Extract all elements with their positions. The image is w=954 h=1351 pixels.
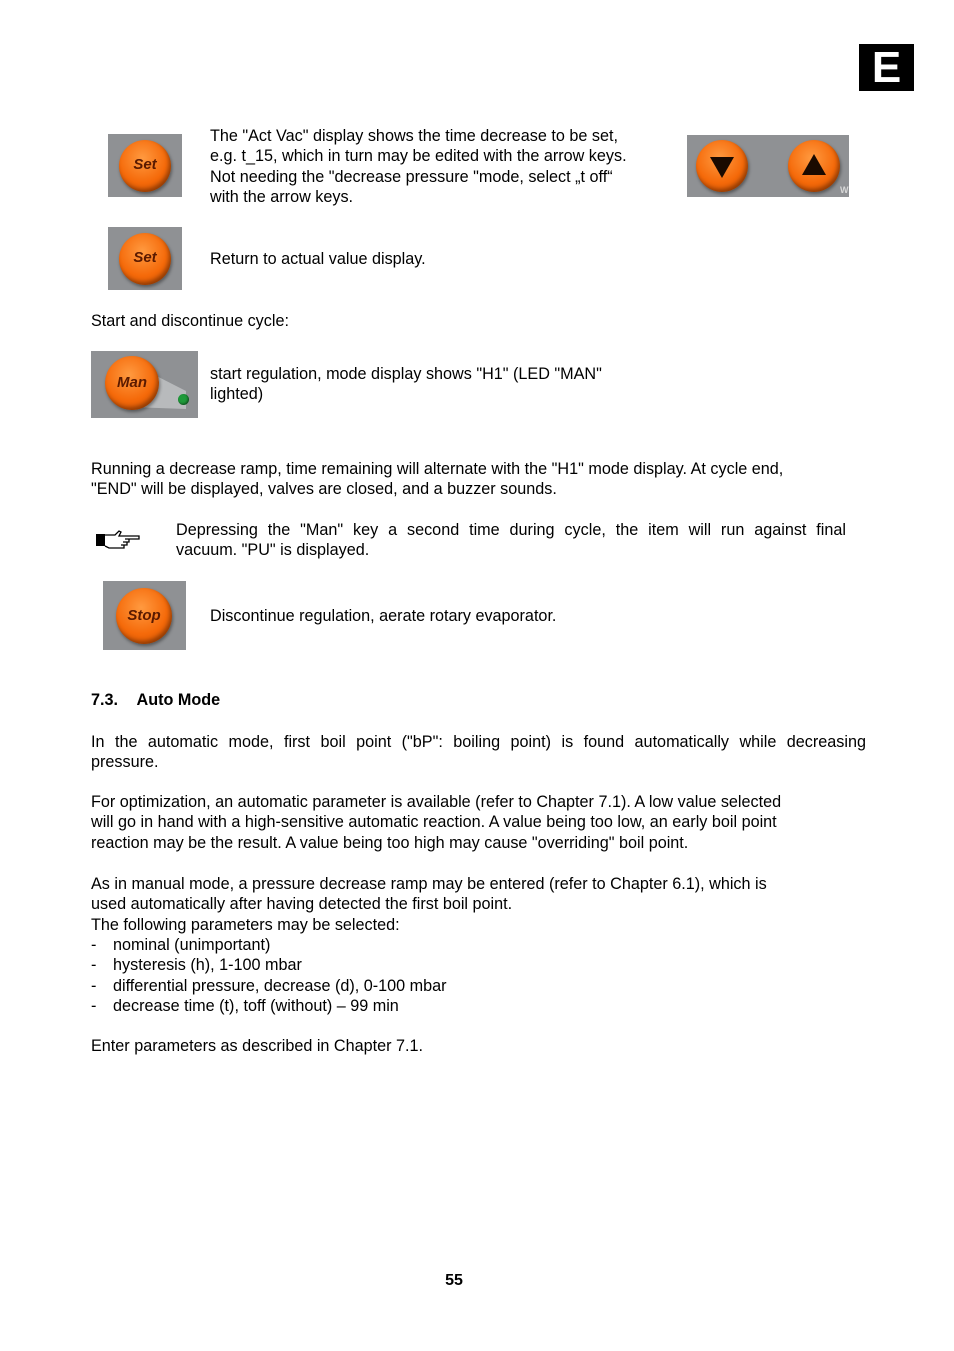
man-button-icon — [105, 356, 159, 410]
text-line: will go in hand with a high-sensitive automatic reaction. A value being too low, an early boil point — [91, 813, 777, 832]
arrow-down-button-icon — [696, 140, 748, 192]
man-key-image — [91, 351, 198, 418]
auto-mode-paragraph — [91, 732, 866, 773]
up-arrow-icon — [788, 140, 840, 192]
arrow-keys-image — [687, 135, 849, 197]
text-line: pressure. — [91, 753, 159, 772]
text-line: "END" will be displayed, valves are closed, and a buzzer sounds. — [91, 480, 557, 499]
list-marker: - — [91, 956, 97, 975]
list-item — [91, 935, 866, 955]
start-regulation-text — [210, 364, 680, 405]
stop-key-image — [103, 581, 186, 650]
text-line: lighted) — [210, 385, 264, 404]
text-line: Depressing the "Man" key a second time during cycle, the item will run against final — [176, 521, 846, 539]
list-item-text: nominal (unimportant) — [113, 936, 271, 954]
return-text: Return to actual value display. — [210, 250, 426, 268]
arrow-up-button-icon — [788, 140, 840, 192]
text-line: The following parameters may be selected: — [91, 915, 400, 934]
start-heading: Start and discontinue cycle: — [91, 312, 289, 330]
led-indicator-icon — [178, 394, 189, 405]
enter-parameters-text: Enter parameters as described in Chapter 7.1. — [91, 1037, 424, 1055]
running-paragraph — [91, 459, 866, 500]
language-marker: E — [859, 44, 914, 91]
text-line: used automatically after having detected the first boil point. — [91, 895, 513, 914]
stop-key-label: Stop — [127, 607, 161, 624]
act-vac-paragraph — [210, 126, 680, 207]
list-marker: - — [91, 976, 97, 995]
man-key-label: Man — [117, 374, 147, 391]
text-line: The "Act Vac" display shows the time decrease to be set, — [210, 127, 618, 145]
pointing-hand-icon — [95, 527, 141, 551]
text-line: with the arrow keys. — [210, 187, 354, 206]
set-button-icon — [119, 140, 171, 192]
parameter-list — [91, 935, 866, 1017]
list-marker: - — [91, 996, 97, 1015]
set-key-label: Set — [133, 249, 157, 266]
text-line: In the automatic mode, first boil point ("bP": boiling point) is found automatically while decreasing — [91, 733, 866, 751]
text-line: vacuum. "PU" is displayed. — [176, 541, 370, 560]
optimization-paragraph — [91, 792, 866, 853]
manual-ramp-paragraph — [91, 874, 866, 935]
text-line: start regulation, mode display shows "H1" (LED "MAN" — [210, 365, 602, 383]
set-key-image-2 — [108, 227, 182, 290]
section-title: Auto Mode — [136, 691, 221, 709]
page-number: 55 — [445, 1272, 463, 1289]
list-item-text: decrease time (t), toff (without) – 99 min — [113, 996, 399, 1015]
stop-text: Discontinue regulation, aerate rotary evaporator. — [210, 607, 557, 625]
set-button-icon — [119, 233, 171, 285]
text-line: reaction may be the result. A value being too high may cause "overriding" boil point. — [91, 833, 689, 852]
section-number: 7.3. — [91, 691, 119, 709]
list-item-text: hysteresis (h), 1-100 mbar — [113, 956, 302, 975]
set-key-image — [108, 134, 182, 197]
stop-button-icon — [116, 588, 172, 644]
text-line: For optimization, an automatic parameter is available (refer to Chapter 7.1). A low value selected — [91, 793, 782, 811]
text-line: Running a decrease ramp, time remaining will alternate with the "H1" mode display. At cycle end, — [91, 460, 784, 478]
text-line: e.g. t_15, which in turn may be edited with the arrow keys. — [210, 147, 627, 166]
list-item-text: differential pressure, decrease (d), 0-100 mbar — [113, 976, 447, 995]
set-key-label: Set — [133, 156, 157, 173]
list-item — [91, 955, 866, 975]
text-line: Not needing the "decrease pressure "mode, select „t off“ — [210, 167, 613, 186]
list-item — [91, 996, 866, 1016]
text-line: As in manual mode, a pressure decrease ramp may be entered (refer to Chapter 6.1), which is — [91, 875, 767, 893]
down-arrow-icon — [696, 140, 748, 192]
arrow-image-logo: W — [840, 185, 849, 195]
note-paragraph — [176, 520, 846, 561]
list-item — [91, 976, 866, 996]
section-heading — [91, 691, 220, 710]
list-marker: - — [91, 936, 97, 954]
